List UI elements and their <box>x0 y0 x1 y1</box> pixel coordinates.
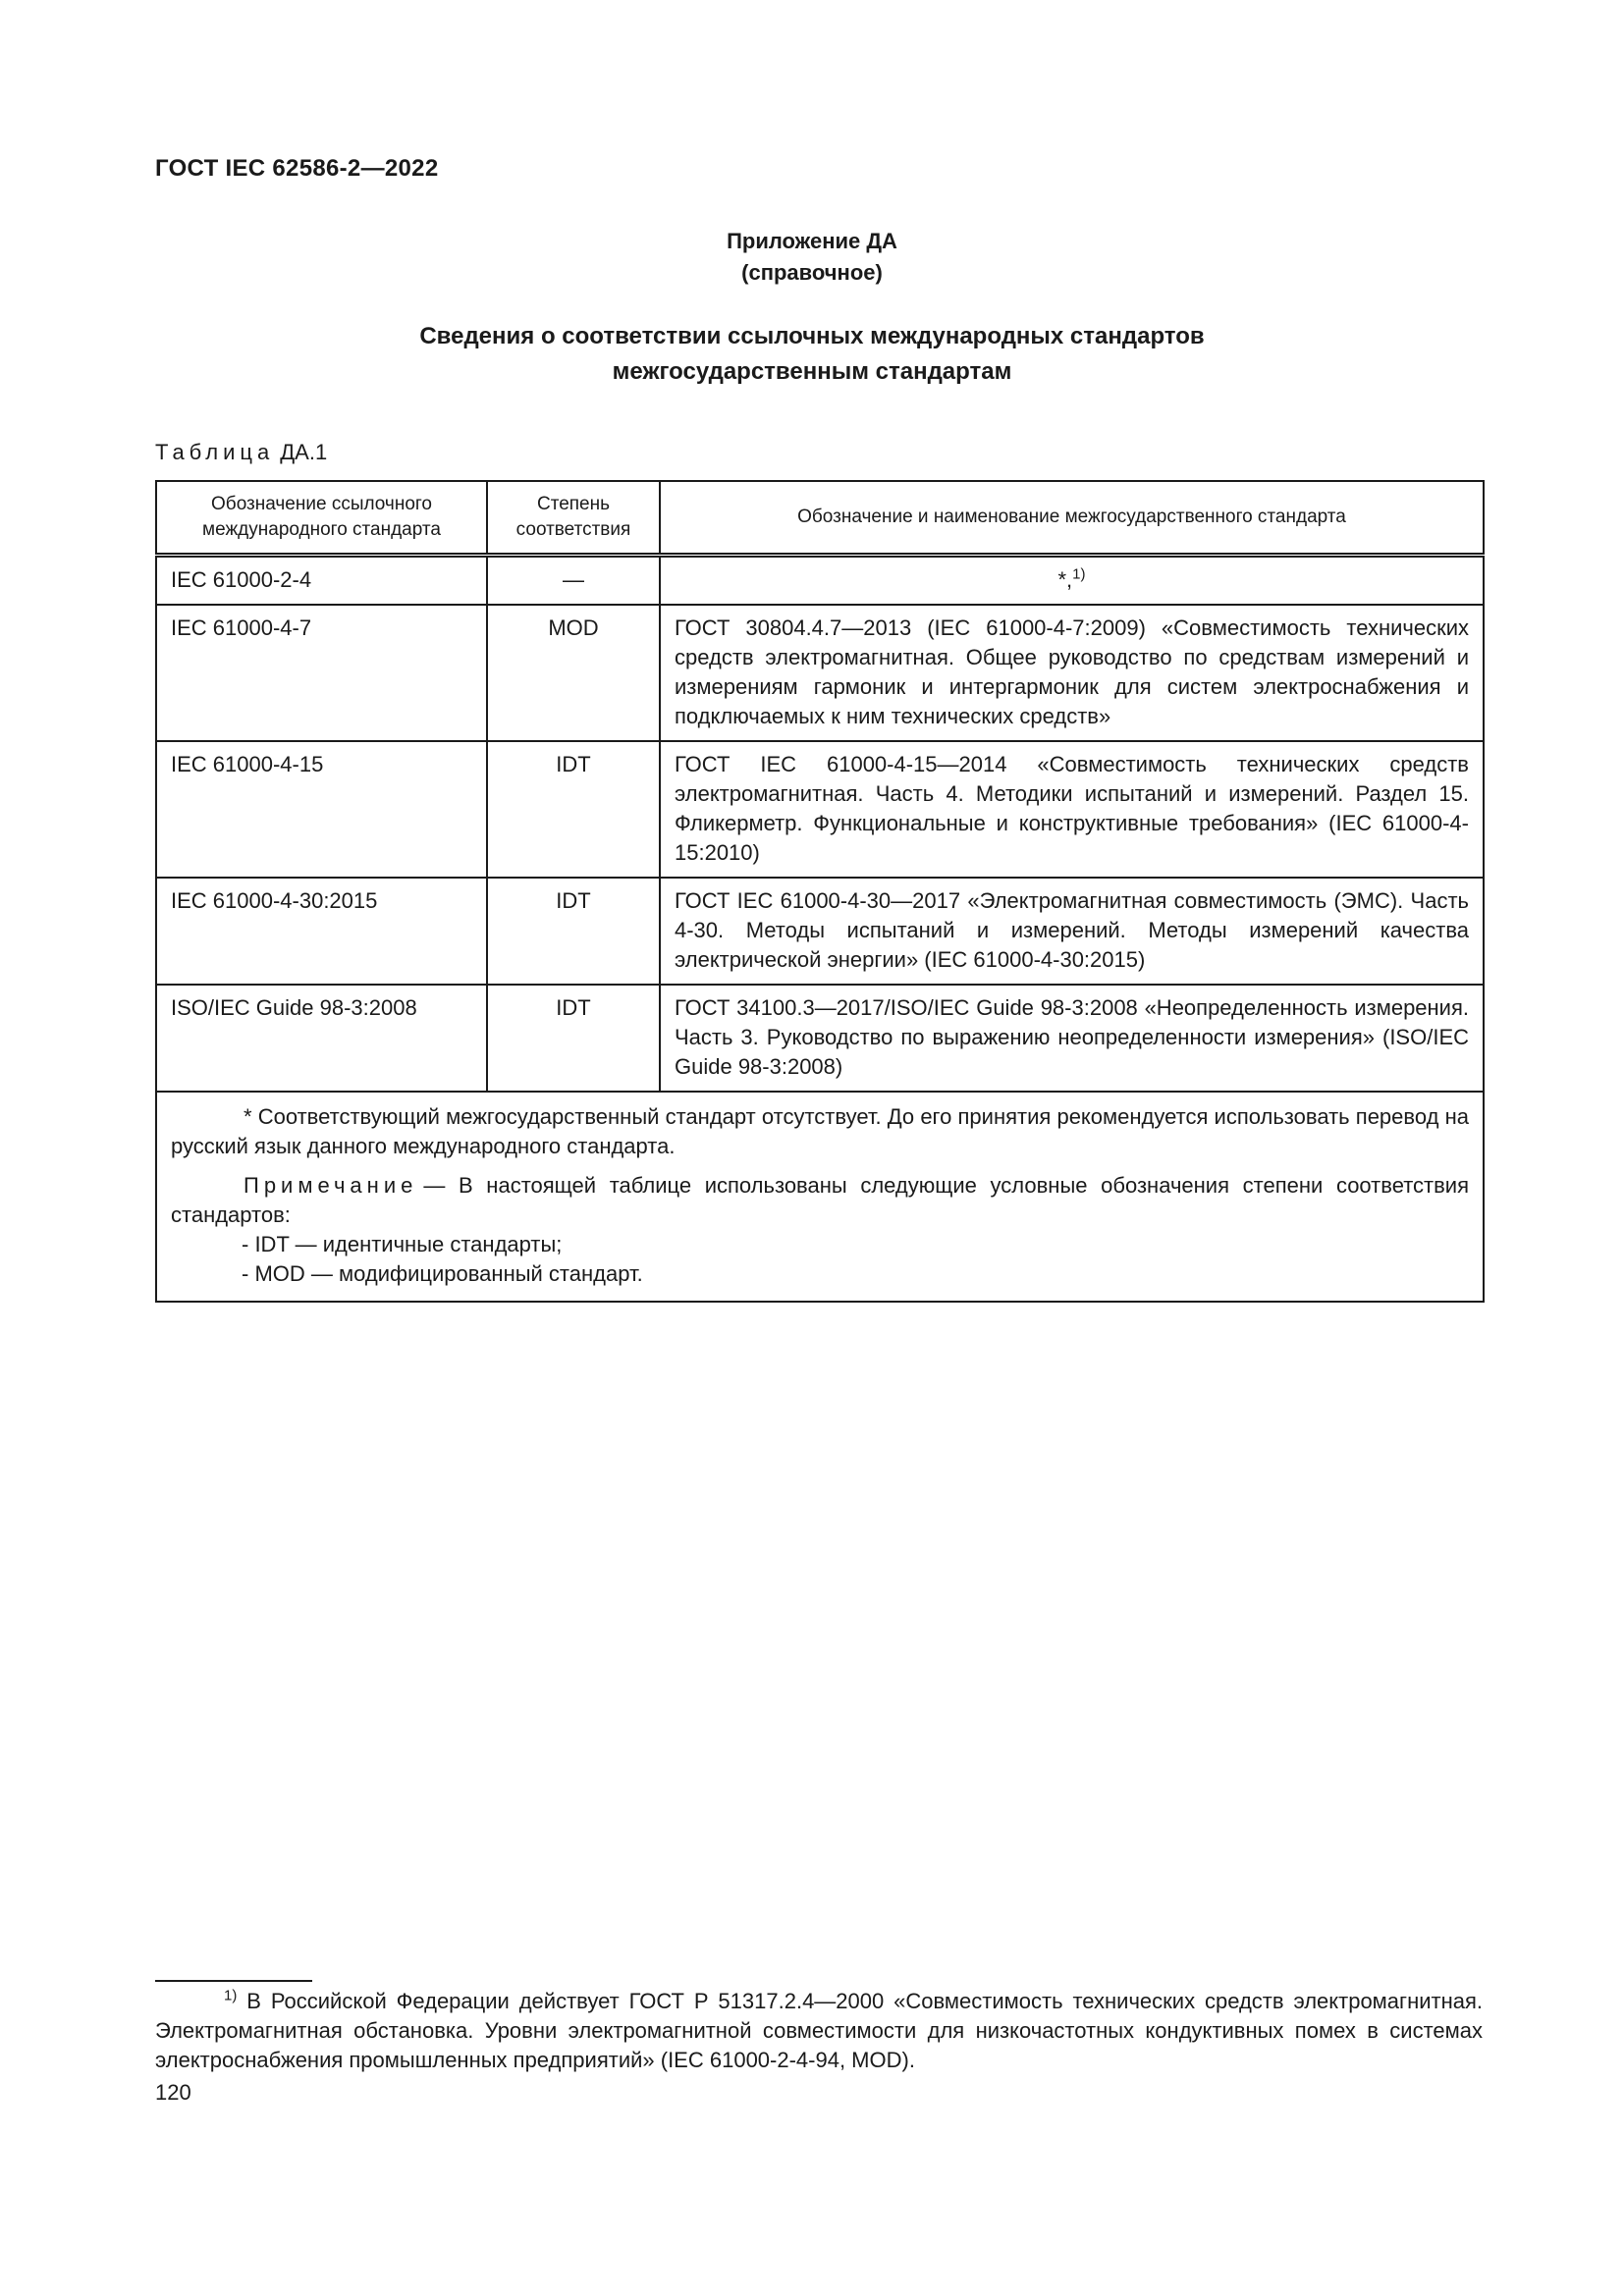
note-text: — В настоящей таблице использованы следующие условные обозначения степени соответствия стандартов: <box>171 1173 1469 1227</box>
cell-ref: IEC 61000-4-7 <box>156 605 487 741</box>
appendix-label: Приложение ДА <box>727 229 897 253</box>
cell-name: ГОСТ IEC 61000-4-15—2014 «Совместимость технических средств электромагнитная. Часть 4. Методики испытаний и измерений. Раздел 15. Фликерметр. Функциональные и конструктивные требования» (IEC 61000-4-15:2010) <box>660 741 1484 878</box>
header-ref-standard <box>156 481 487 556</box>
appendix-heading <box>0 226 1624 289</box>
page-number: 120 <box>155 2080 191 2105</box>
table-row <box>156 985 1484 1092</box>
footnote <box>155 1987 1483 2075</box>
cell-degree: IDT <box>487 985 660 1092</box>
footnote-divider <box>155 1980 312 1982</box>
standards-table <box>155 480 1485 1303</box>
cell-ref: ISO/IEC Guide 98-3:2008 <box>156 985 487 1092</box>
footnote-paragraph <box>155 1987 1483 2075</box>
header-degree-line-2: соответствия <box>515 519 631 540</box>
document-id: ГОСТ IEC 62586-2—2022 <box>155 155 439 182</box>
table-caption-word: Таблица <box>155 440 275 464</box>
header-ref-line-1: Обозначение ссылочного <box>211 494 432 514</box>
table-caption-number: ДА.1 <box>280 440 328 464</box>
appendix-title-line-2: межгосударственным стандартам <box>612 358 1012 385</box>
cell-name <box>660 556 1484 606</box>
table-row <box>156 878 1484 985</box>
cell-degree: MOD <box>487 605 660 741</box>
appendix-kind: (справочное) <box>741 260 883 285</box>
cell-degree: — <box>487 556 660 606</box>
cell-ref: IEC 61000-2-4 <box>156 556 487 606</box>
cell-ref: IEC 61000-4-30:2015 <box>156 878 487 985</box>
header-degree-line-1: Степень <box>536 494 611 514</box>
cell-degree: IDT <box>487 878 660 985</box>
cell-name: ГОСТ 34100.3—2017/ISO/IEC Guide 98-3:2008 «Неопределенность измерения. Часть 3. Руководство по выражению неопределенности измерения» (ISO/IEC Guide 98-3:2008) <box>660 985 1484 1092</box>
table-header-row <box>156 481 1484 556</box>
footnote-marker: 1) <box>224 1987 238 2004</box>
table-row <box>156 556 1484 606</box>
cell-ref: IEC 61000-4-15 <box>156 741 487 878</box>
note-head: Примечание <box>244 1173 418 1198</box>
asterisk-note: * Соответствующий межгосударственный стандарт отсутствует. До его принятия рекомендуется использовать перевод на русский язык данного международного стандарта. <box>171 1104 1469 1158</box>
cell-name: ГОСТ IEC 61000-4-30—2017 «Электромагнитная совместимость (ЭМС). Часть 4-30. Методы испытаний и измерений. Методы измерений качества электрической энергии» (IEC 61000-4-30:2015) <box>660 878 1484 985</box>
header-interstate-standard: Обозначение и наименование межгосударственного стандарта <box>660 481 1484 556</box>
cell-name: ГОСТ 30804.4.7—2013 (IEC 61000-4-7:2009) «Совместимость технических средств электромагнитная. Общее руководство по средствам измерений и измерениям гармоник и интергармоник для систем электроснабжения и подключаемых к ним технических средств» <box>660 605 1484 741</box>
table-row <box>156 605 1484 741</box>
table-footer-notes <box>156 1092 1484 1302</box>
note-item-idt: - IDT — идентичные стандарты; <box>242 1232 563 1256</box>
cell-name-asterisk: *, <box>1057 567 1073 592</box>
footnote-text: В Российской Федерации действует ГОСТ Р 51317.2.4—2000 «Совместимость технических средств электромагнитная. Электромагнитная обстановка. Уровни электромагнитной совместимости для низкочастотных кондуктивных помех в системах электроснабжения промышленных предприятий» (IEC 61000-2-4-94, MOD). <box>155 1989 1483 2072</box>
table-caption <box>155 440 327 465</box>
table-note <box>171 1171 1469 1230</box>
table-row <box>156 741 1484 878</box>
note-item-mod: - MOD — модифицированный стандарт. <box>242 1261 643 1286</box>
appendix-title <box>0 319 1624 390</box>
appendix-title-line-1: Сведения о соответствии ссылочных международных стандартов <box>419 323 1205 349</box>
header-degree <box>487 481 660 556</box>
header-ref-line-2: международного стандарта <box>202 519 441 540</box>
cell-degree: IDT <box>487 741 660 878</box>
footnote-ref-marker: 1) <box>1072 565 1086 583</box>
table-footer-row <box>156 1092 1484 1302</box>
